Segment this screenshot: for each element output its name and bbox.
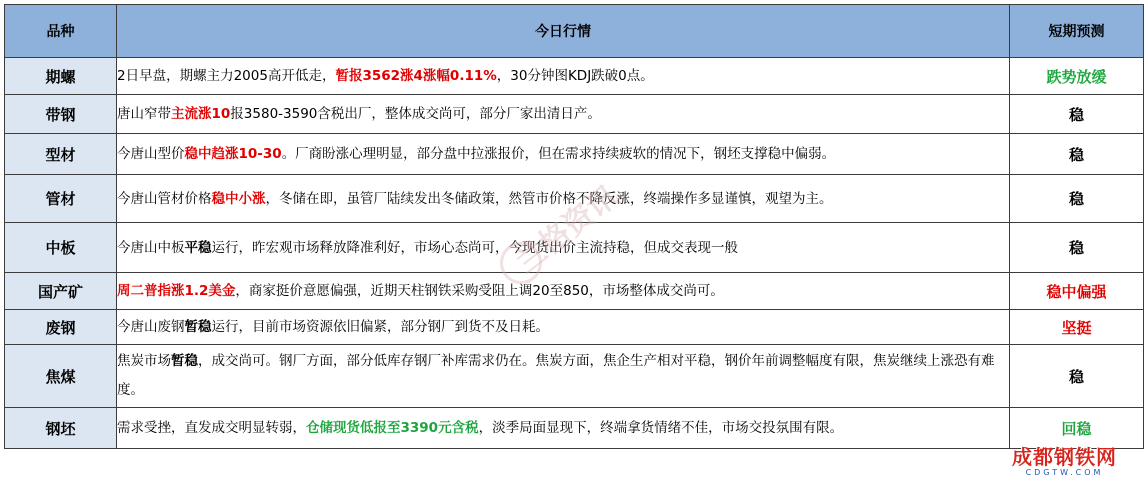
variety-cell: 废钢 [5,310,117,345]
highlight-text: 仓储现货低报至3390元含税 [306,420,479,436]
market-description-cell [117,310,1010,345]
market-description-cell [117,58,1010,95]
description-text: ，冬储在即，虽管厂陆续发出冬储政策，然管市价格不降反涨，终端操作多显谨慎，观望为主。 [265,190,833,207]
description-text: 今唐山废钢 [117,319,185,335]
table-row [5,58,1144,95]
variety-cell: 管材 [5,175,117,223]
description-text: 2日早盘，期螺主力2005高开低走， [117,68,336,84]
forecast-cell: 稳 [1010,95,1144,134]
market-description-cell [117,345,1010,408]
site-logo-domain: CDGTW.COM [1025,468,1104,477]
variety-cell: 焦煤 [5,345,117,408]
highlight-text: 暂稳 [184,319,212,335]
description-text: ，成交尚可。钢厂方面，部分低库存钢厂补库需求仍在。焦炭方面，焦企生产相对平稳，钢价年前调整幅度有限，焦炭继续上涨恐有难度。 [117,353,995,398]
description-text: 焦炭市场 [117,353,171,369]
variety-cell: 带钢 [5,95,117,134]
header-forecast: 短期预测 [1010,5,1144,58]
forecast-cell: 回稳 [1010,408,1144,449]
header-variety: 品种 [5,5,117,58]
market-description-cell [117,408,1010,449]
site-logo-text: 成都钢铁网 [1012,445,1117,469]
highlight-text: 稳中趋涨10-30 [184,146,282,162]
market-description-cell [117,175,1010,223]
market-table [4,4,1144,449]
description-text: 唐山窄带 [117,106,171,122]
description-text: 。厂商盼涨心理明显，部分盘中拉涨报价，但在需求持续疲软的情况下，钢坯支撑稳中偏弱。 [281,146,836,162]
highlight-text: 周二普指涨1.2美金 [117,283,236,299]
market-description-cell [117,223,1010,273]
table-row [5,134,1144,175]
variety-cell: 期螺 [5,58,117,95]
header-row [5,5,1144,58]
forecast-cell: 坚挺 [1010,310,1144,345]
description-text: 运行，目前市场资源依旧偏紧，部分钢厂到货不及日耗。 [211,319,549,335]
market-description-cell [117,95,1010,134]
forecast-cell: 稳 [1010,345,1144,408]
variety-cell: 型材 [5,134,117,175]
description-text: ，30分钟图KDJ跌破0点。 [496,68,654,84]
description-text: ，淡季局面显现下，终端拿货情绪不佳，市场交投氛围有限。 [478,420,844,436]
table-row [5,408,1144,449]
table-row [5,175,1144,223]
highlight-text: 稳中小涨 [211,190,266,207]
table-row [5,273,1144,310]
description-text: 今唐山中板 [117,239,185,256]
table-row [5,345,1144,408]
description-text: 今唐山管材价格 [117,190,212,207]
description-text: 运行，昨宏观市场释放降准利好，市场心态尚可，今现货出价主流持稳，但成交表现一般 [211,239,738,256]
header-today-market: 今日行情 [117,5,1010,58]
description-text: 今唐山型价 [117,146,185,162]
market-description-cell [117,134,1010,175]
table-row [5,95,1144,134]
highlight-text: 暂稳 [171,353,198,369]
table-row [5,223,1144,273]
table-row [5,310,1144,345]
variety-cell: 国产矿 [5,273,117,310]
site-logo [1012,446,1117,480]
description-text: 需求受挫，直发成交明显转弱， [117,420,306,436]
description-text: ，商家挺价意愿偏强，近期天柱钢铁采购受阻上调20至850，市场整体成交尚可。 [235,283,724,299]
highlight-text: 平稳 [184,239,212,256]
market-description-cell [117,273,1010,310]
variety-cell: 钢坯 [5,408,117,449]
forecast-cell: 稳 [1010,223,1144,273]
highlight-text: 主流涨10 [171,106,231,122]
forecast-cell: 跌势放缓 [1010,58,1144,95]
variety-cell: 中板 [5,223,117,273]
watermark: 兰格资讯 [509,179,626,281]
forecast-cell: 稳 [1010,134,1144,175]
description-text: 报3580-3590含税出厂，整体成交尚可，部分厂家出清日产。 [230,106,601,122]
highlight-text: 暂报3562涨4涨幅0.11% [335,68,497,84]
forecast-cell: 稳 [1010,175,1144,223]
forecast-cell: 稳中偏强 [1010,273,1144,310]
